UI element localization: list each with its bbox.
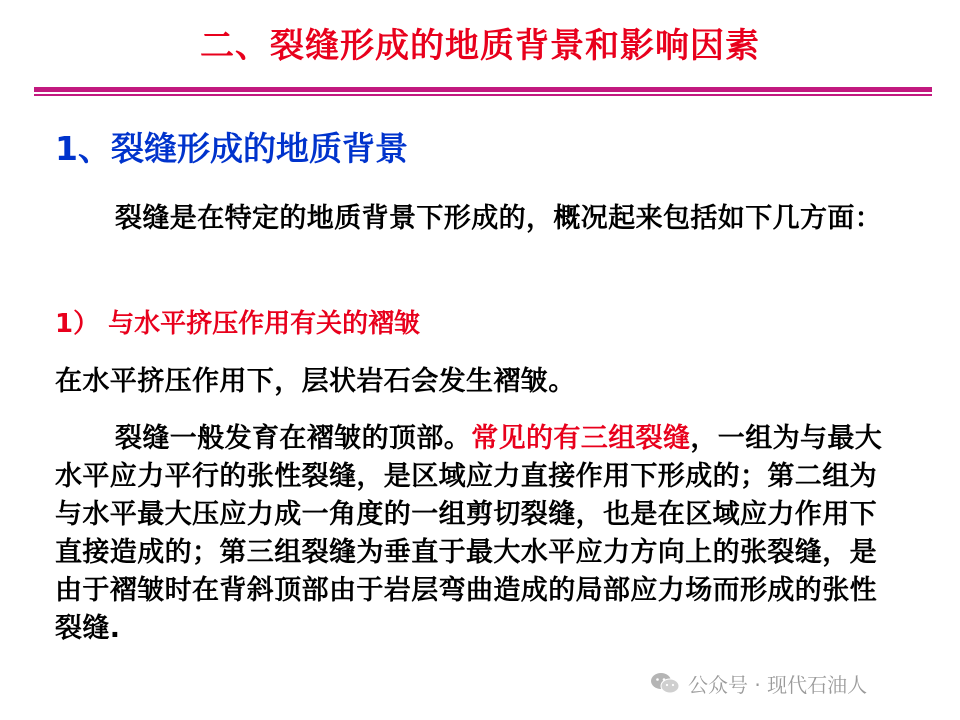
detail-highlight: 常见的有三组裂缝: [471, 423, 691, 454]
watermark-text: 公众号 · 现代石油人: [688, 672, 868, 697]
wechat-icon: [650, 671, 680, 695]
statement-paragraph: 在水平挤压作用下，层状岩石会发生褶皱。: [55, 366, 576, 397]
detail-paragraph: [55, 420, 895, 648]
detail-lead: 裂缝一般发育在褶皱的顶部。: [115, 423, 472, 454]
title-divider-thin: [34, 94, 932, 96]
subheading: 1） 与水平挤压作用有关的褶皱: [55, 309, 421, 339]
watermark: [650, 667, 867, 699]
section-heading: 1、裂缝形成的地质背景: [55, 129, 408, 168]
detail-rest: ，一组为与最大水平应力平行的张性裂缝，是区域应力直接作用下形成的；第二组为与水平最大压应力成一角度的一组剪切裂缝，也是在区域应力作用下直接造成的；第三组裂缝为垂直于最大水平应力方向上的张裂缝，是由于褶皱时在背斜顶部由于岩层弯曲造成的局部应力场而形成的张性裂缝.: [55, 423, 883, 644]
slide-title: 二、裂缝形成的地质背景和影响因素: [200, 26, 760, 66]
intro-paragraph: 裂缝是在特定的地质背景下形成的，概况起来包括如下几方面：: [115, 203, 883, 234]
title-divider-thick: [34, 87, 932, 92]
